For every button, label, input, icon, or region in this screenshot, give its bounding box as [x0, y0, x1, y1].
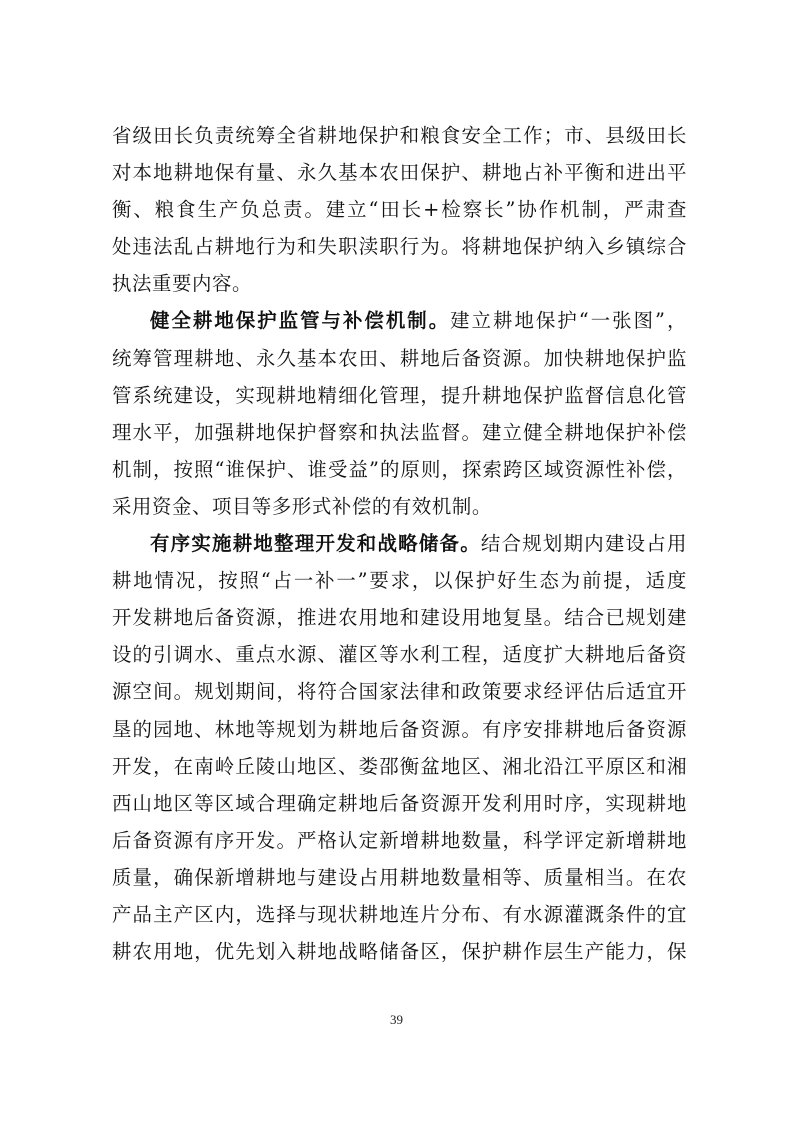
- text-line: 管系统建设，实现耕地精细化管理，提升耕地保护监督信息化管: [112, 383, 687, 407]
- paragraph: [112, 302, 687, 525]
- paragraph: [112, 117, 687, 302]
- text-line: 理水平，加强耕地保护督察和执法监督。建立健全耕地保护补偿: [112, 420, 687, 444]
- text-line: 开发，在南岭丘陵山地区、娄邵衡盆地区、湘北沿江平原区和湘: [112, 754, 687, 778]
- text-span: 建立耕地保护“一张图”，: [450, 309, 687, 333]
- text-line: [112, 302, 687, 339]
- paragraph-heading: 有序实施耕地整理开发和战略储备。: [150, 532, 481, 556]
- text-line: 源空间。规划期间，将符合国家法律和政策要求经评估后适宜开: [112, 680, 687, 704]
- text-line: [112, 525, 687, 562]
- text-line: 采用资金、项目等多形式补偿的有效机制。: [112, 494, 492, 518]
- document-body: [112, 117, 687, 970]
- text-line: 西山地区等区域合理确定耕地后备资源开发利用时序，实现耕地: [112, 791, 687, 815]
- text-line: 对本地耕地保有量、永久基本农田保护、耕地占补平衡和进出平: [112, 161, 687, 185]
- text-line: 产品主产区内，选择与现状耕地连片分布、有水源灌溉条件的宜: [112, 902, 687, 926]
- text-line: 质量，确保新增耕地与建设占用耕地数量相等、质量相当。在农: [112, 865, 687, 889]
- text-line: 统筹管理耕地、永久基本农田、耕地后备资源。加快耕地保护监: [112, 346, 687, 370]
- page-number: 39: [390, 1012, 403, 1027]
- text-line: 开发耕地后备资源，推进农用地和建设用地复垦。结合已规划建: [112, 606, 687, 630]
- paragraph-heading: 健全耕地保护监管与补偿机制。: [150, 309, 451, 333]
- text-line: 机制，按照“谁保护、谁受益”的原则，探索跨区域资源性补偿，: [112, 457, 687, 481]
- text-line: 衡、粮食生产负总责。建立“田长+检察长”协作机制，严肃查: [112, 198, 687, 222]
- text-span: 结合规划期内建设占用: [480, 532, 688, 556]
- text-line: 执法重要内容。: [112, 272, 252, 296]
- paragraph: [112, 525, 687, 970]
- text-line: 耕地情况，按照“占一补一”要求，以保护好生态为前提，适度: [112, 569, 687, 593]
- text-line: 耕农用地，优先划入耕地战略储备区，保护耕作层生产能力，保: [112, 940, 687, 964]
- text-line: 设的引调水、重点水源、灌区等水利工程，适度扩大耕地后备资: [112, 643, 687, 667]
- text-line: 处违法乱占耕地行为和失职渎职行为。将耕地保护纳入乡镇综合: [112, 235, 687, 259]
- text-line: 垦的园地、林地等规划为耕地后备资源。有序安排耕地后备资源: [112, 717, 687, 741]
- text-line: 省级田长负责统筹全省耕地保护和粮食安全工作；市、县级田长: [112, 124, 687, 147]
- text-line: 后备资源有序开发。严格认定新增耕地数量，科学评定新增耕地: [112, 828, 687, 852]
